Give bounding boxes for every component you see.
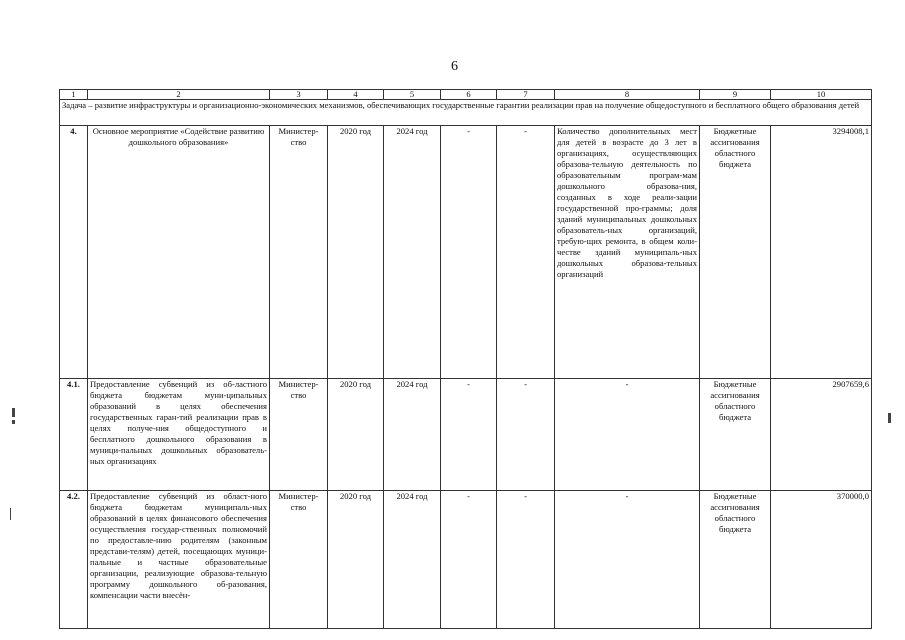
activity-name: Предоставление субвенций из об-ластного бюджета бюджетам муни-ципальных образований в целях обеспечения государственных гаран-тий реализации прав в целях получе-ния общедоступного и бесплатного дошкольного образования в муници-пальных дошкольных образователь-ных организациях: [88, 379, 270, 491]
activity-name: Предоставление субвенций из област-ного бюджета бюджетам муниципаль-ных образований в целях финансового обеспечения осуществления государ-ственных полномочий по предоставле-нию родителям (законным представи-телям) детей, посещающих муници-пальные и частные образовательные организации, реализующие образова-тельную программу дошкольного об-разования, компенсации части внесён-: [88, 491, 270, 629]
header-cell: 9: [700, 90, 771, 100]
funding-amount: 3294008,1: [771, 126, 872, 379]
table-row: [60, 379, 872, 491]
header-cell: 3: [270, 90, 328, 100]
funding-source: Бюджетные ассигнования областного бюджета: [700, 491, 771, 629]
start-year: 2020 год: [328, 379, 384, 491]
funding-source: Бюджетные ассигнования областного бюджета: [700, 126, 771, 379]
table-row: [60, 491, 872, 629]
header-cell: 10: [771, 90, 872, 100]
indicator-text: -: [555, 379, 700, 491]
indicator-text: -: [555, 491, 700, 629]
header-cell: 5: [384, 90, 441, 100]
funding-source: Бюджетные ассигнования областного бюджета: [700, 379, 771, 491]
row-number: 4.: [60, 126, 88, 379]
scan-mark: [888, 413, 891, 423]
activity-name: Основное мероприятие «Содействие развитию дошкольного образования»: [88, 126, 270, 379]
task-text: Задача – развитие инфраструктуры и организационно-экономических механизмов, обеспечивающих государственные гарантии реализации прав на получение общедоступного и бесплатного общего образования детей: [60, 100, 872, 126]
start-year: 2020 год: [328, 126, 384, 379]
row-number: 4.2.: [60, 491, 88, 629]
header-cell: 1: [60, 90, 88, 100]
col6-value: -: [441, 126, 497, 379]
funding-amount: 2907659,6: [771, 379, 872, 491]
header-cell: 8: [555, 90, 700, 100]
executor: Министер-ство: [270, 491, 328, 629]
table-row: [60, 126, 872, 379]
end-year: 2024 год: [384, 126, 441, 379]
header-cell: 7: [497, 90, 555, 100]
end-year: 2024 год: [384, 491, 441, 629]
header-cell: 2: [88, 90, 270, 100]
col6-value: -: [441, 379, 497, 491]
end-year: 2024 год: [384, 379, 441, 491]
executor: Министер-ство: [270, 379, 328, 491]
header-row: [60, 90, 872, 100]
scan-mark: [12, 420, 15, 424]
header-cell: 4: [328, 90, 384, 100]
program-table: [59, 89, 872, 629]
col6-value: -: [441, 491, 497, 629]
task-row: [60, 100, 872, 126]
col7-value: -: [497, 126, 555, 379]
scan-mark: [10, 508, 11, 520]
page-number: 6: [451, 59, 458, 74]
col7-value: -: [497, 379, 555, 491]
header-cell: 6: [441, 90, 497, 100]
executor: Министер-ство: [270, 126, 328, 379]
funding-amount: 370000,0: [771, 491, 872, 629]
col7-value: -: [497, 491, 555, 629]
row-number: 4.1.: [60, 379, 88, 491]
start-year: 2020 год: [328, 491, 384, 629]
scan-mark: [12, 408, 15, 417]
indicator-text: Количество дополнительных мест для детей в возрасте до 3 лет в организациях, осуществляющих образова-тельную деятельность по образовательным програм-мам дошкольного образова-ния, созданных в ходе реали-зации государственной про-граммы; доля зданий муниципальных дошкольных образователь-ных организаций, требую-щих ремонта, в общем коли-честве зданий муниципаль-ных дошкольных образова-тельных организаций: [555, 126, 700, 379]
